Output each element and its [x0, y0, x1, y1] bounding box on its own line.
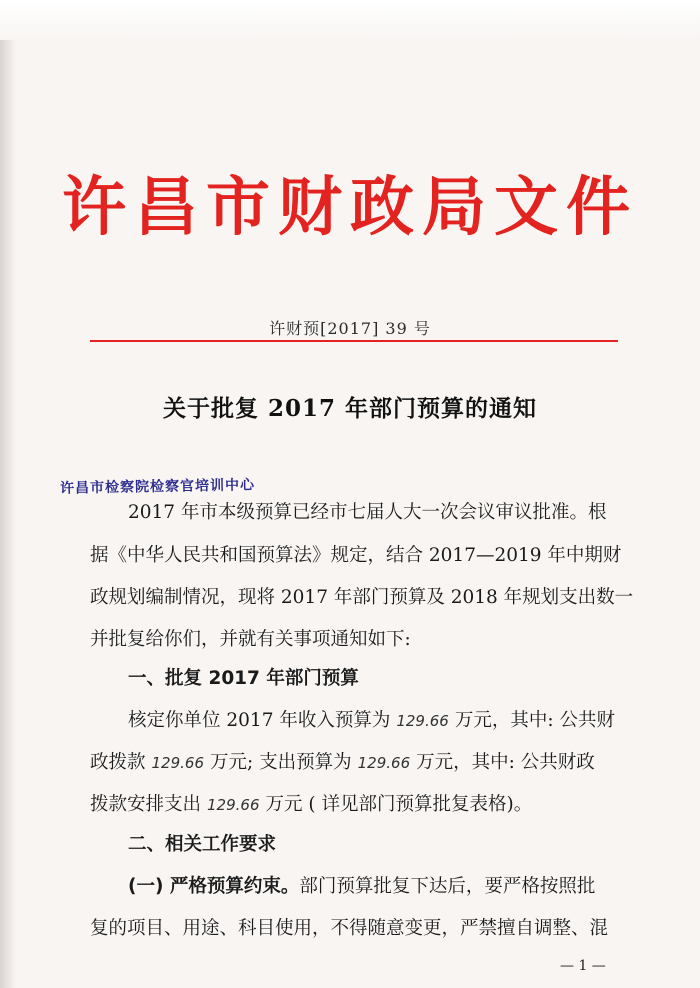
- red-divider-line: [90, 340, 618, 342]
- document-number: 许财预[2017] 39 号: [269, 319, 431, 338]
- subsection-label: (一) 严格预算约束。: [128, 876, 300, 897]
- paragraph-line: 2017 年市本级预算已经市七届人大一次会议审议批准。根: [128, 502, 607, 523]
- section1-text: 万元，其中: 公共财: [454, 710, 615, 731]
- handwritten-amount: 129.66: [207, 796, 260, 814]
- section1-line1: [128, 706, 668, 732]
- handwritten-amount: 129.66: [396, 712, 449, 730]
- page-shadow-top: [0, 0, 700, 40]
- section1-text: 万元 ( 详见部门预算批复表格)。: [265, 794, 533, 815]
- paragraph-line: 政规划编制情况，现将 2017 年部门预算及 2018 年规划支出数一: [90, 587, 634, 608]
- recipient-stamp: 许昌市检察院检察官培训中心: [59, 477, 256, 497]
- page-number: — 1 —: [560, 958, 606, 974]
- section2-heading: 二、相关工作要求: [128, 834, 277, 855]
- handwritten-amount: 129.66: [151, 754, 205, 772]
- section2-line1: [128, 872, 668, 898]
- section1-text: 万元; 支出预算为: [210, 752, 352, 773]
- section2-line2: 复的项目、用途、科目使用，不得随意变更，严禁擅自调整、混: [90, 918, 609, 939]
- notice-title: 关于批复 2017 年部门预算的通知: [162, 395, 538, 422]
- section1-line3: [90, 790, 630, 816]
- page-shadow-left: [0, 0, 16, 988]
- section1-text: 核定你单位 2017 年收入预算为: [128, 710, 391, 731]
- section1-text: 万元，其中: 公共财政: [416, 752, 595, 773]
- section1-text: 政拨款: [90, 752, 146, 773]
- paragraph-line: 并批复给你们，并就有关事项通知如下:: [90, 629, 411, 650]
- section2-text: 部门预算批复下达后，要严格按照批: [299, 876, 596, 897]
- section1-text: 拨款安排支出: [90, 794, 202, 815]
- section1-heading: 一、批复 2017 年部门预算: [128, 668, 359, 689]
- paragraph-line: 据《中华人民共和国预算法》规定，结合 2017—2019 年中期财: [90, 545, 622, 566]
- document-header-title: 许昌市财政局文件: [62, 170, 638, 245]
- handwritten-amount: 129.66: [357, 754, 411, 772]
- section1-line2: [90, 748, 630, 774]
